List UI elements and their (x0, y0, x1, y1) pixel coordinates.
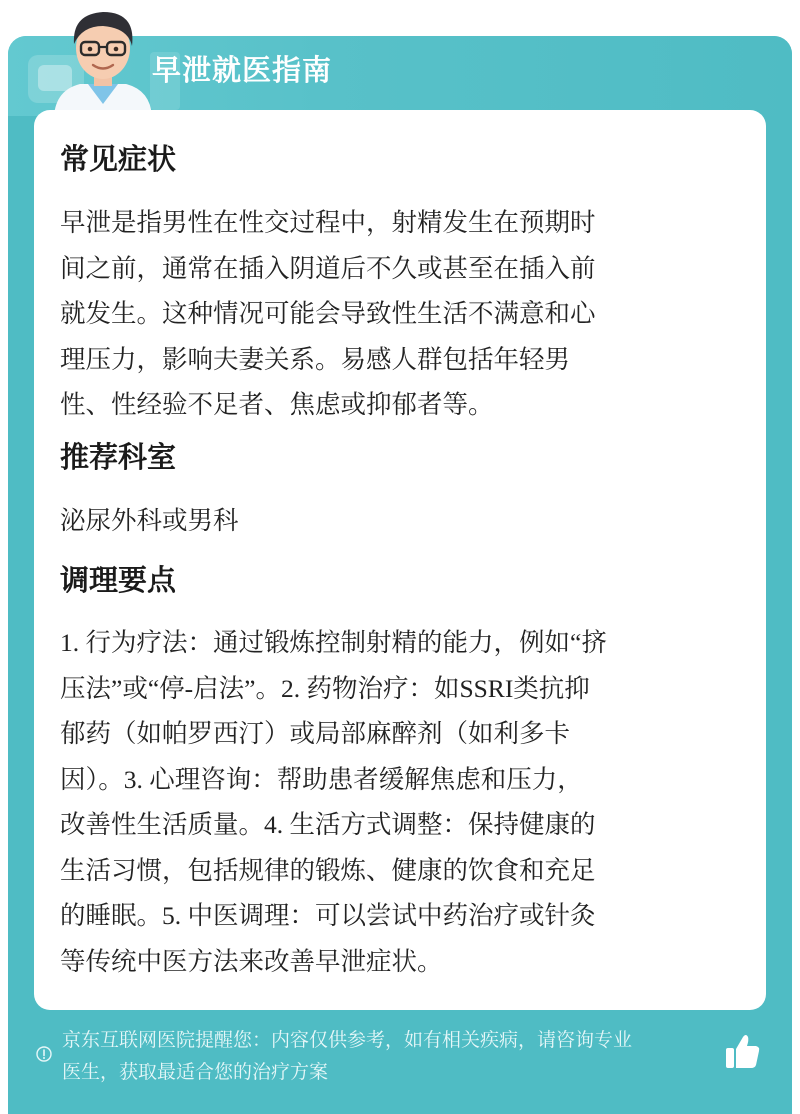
text-line: 理压力，影响夫妻关系。易感人群包括年轻男 (60, 344, 571, 374)
text-line: 压法”或“停-启法”。2. 药物治疗：如SSRI类抗抑 (60, 673, 590, 703)
content-card (34, 110, 766, 1010)
text-line: 早泄是指男性在性交过程中，射精发生在预期时 (60, 208, 596, 237)
info-circle-icon (36, 1046, 52, 1062)
text-line: 性、性经验不足者、焦虑或抑郁者等。 (60, 390, 494, 419)
text-line: 1. 行为疗法：通过锻炼控制射精的能力，例如“挤 (60, 628, 607, 657)
text-line: 间之前，通常在插入阴道后不久或甚至在插入前 (60, 253, 596, 283)
disclaimer-line: 京东互联网医院提醒您：内容仅供参考，如有相关疾病，请咨询专业 (62, 1029, 633, 1051)
disclaimer-line: 医生，获取最适合您的治疗方案 (62, 1061, 329, 1083)
thumbs-up-icon[interactable] (724, 1032, 760, 1070)
text-line: 的睡眠。5. 中医调理：可以尝试中药治疗或针灸 (60, 901, 596, 930)
page-title: 早泄就医指南 (152, 53, 333, 87)
section-title-treatment: 调理要点 (60, 563, 177, 597)
text-line: 就发生。这种情况可能会导致性生活不满意和心 (60, 299, 596, 328)
text-line: 泌尿外科或男科 (60, 506, 239, 535)
text-line: 因）。3. 心理咨询：帮助患者缓解焦虑和压力， (60, 764, 583, 794)
text-line: 郁药（如帕罗西汀）或局部麻醉剂（如利多卡 (60, 719, 571, 748)
disclaimer-text (62, 1024, 732, 1088)
section-title-department: 推荐科室 (60, 440, 177, 474)
section-body-symptoms (60, 200, 744, 428)
section-body-treatment (60, 620, 744, 984)
doctor-avatar-icon (48, 4, 158, 116)
section-body-department (60, 498, 744, 544)
text-line: 等传统中医方法来改善早泄症状。 (60, 946, 443, 976)
text-line: 生活习惯，包括规律的锻炼、健康的饮食和充足 (60, 855, 596, 885)
disclaimer-footer (30, 1022, 770, 1092)
text-line: 改善性生活质量。4. 生活方式调整：保持健康的 (60, 810, 596, 839)
section-title-symptoms: 常见症状 (60, 142, 177, 176)
